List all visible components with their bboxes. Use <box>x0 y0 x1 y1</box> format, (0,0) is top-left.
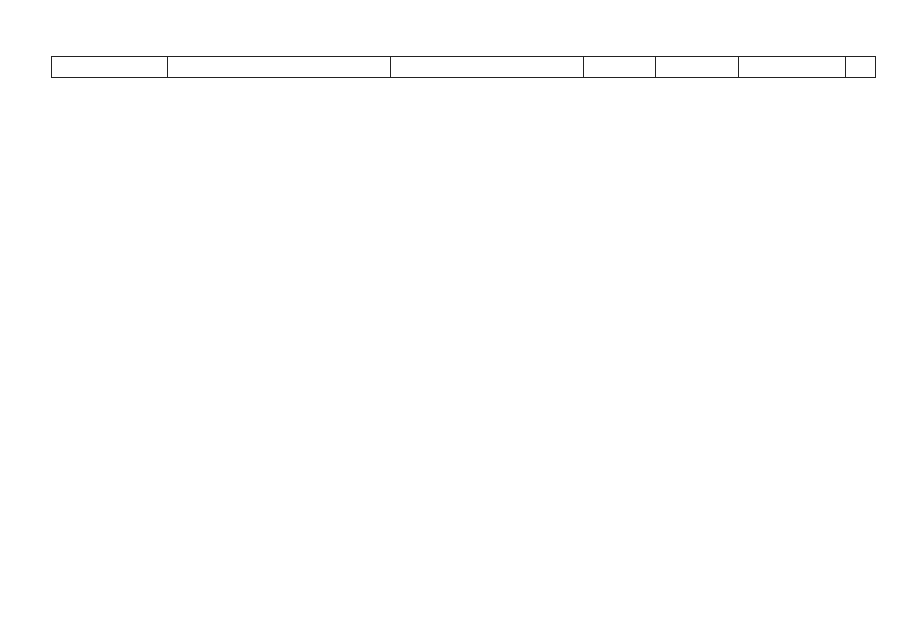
header-cell-3 <box>391 57 584 78</box>
header-cell-7 <box>846 57 876 78</box>
header-cell-6 <box>739 57 846 78</box>
header-cell-2 <box>168 57 391 78</box>
header-row <box>52 57 876 78</box>
header-cell-1 <box>52 57 168 78</box>
budget-table <box>51 56 876 78</box>
header-cell-5 <box>656 57 739 78</box>
header-cell-4 <box>584 57 656 78</box>
